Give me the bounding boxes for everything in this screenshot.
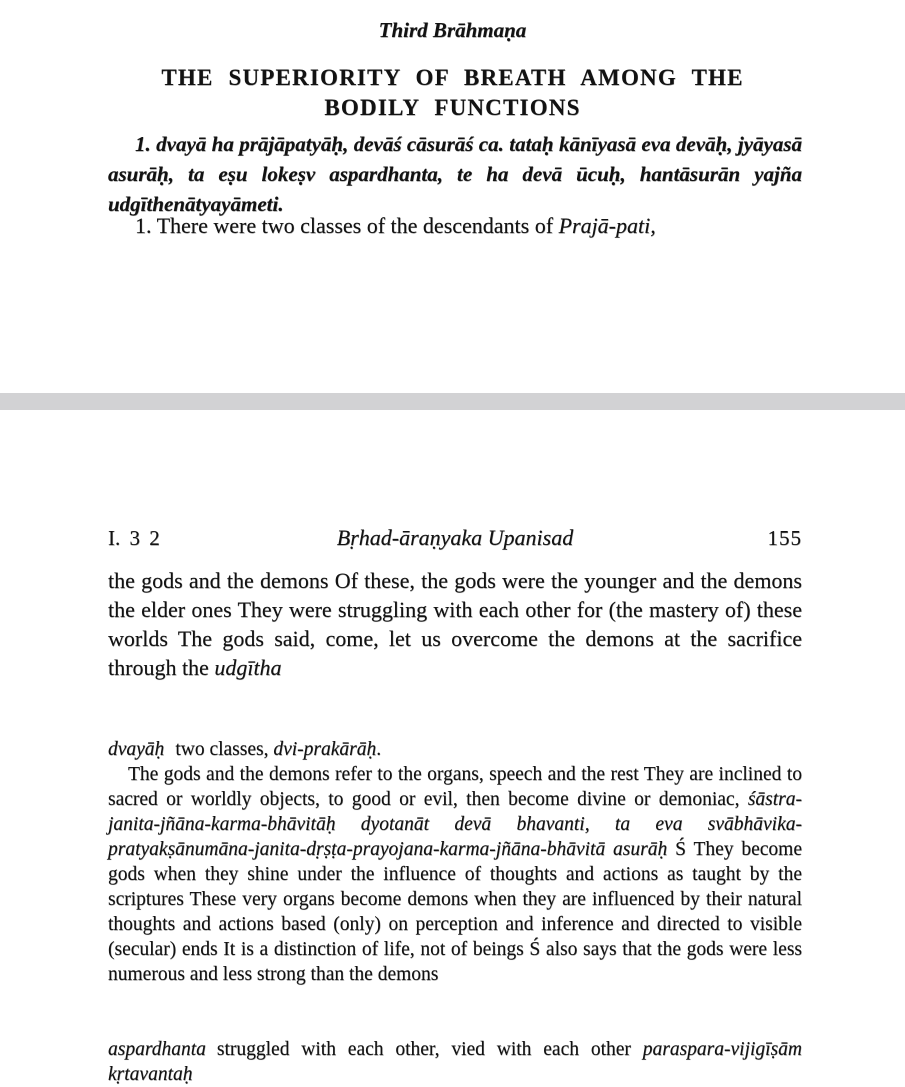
translation-opening-text: 1. There were two classes of the descendants of (135, 213, 559, 238)
section-title-line2: BODILY FUNCTIONS (324, 95, 581, 120)
commentary-sanskrit-quote: śāstra-janita-jñāna-karma-bhāvitāḥ dyotanāt devā bhavanti, ta eva svābhāvika-pratyakṣānumāna-janita-dṛṣṭa-prayojana-karma-jñāna-bhāvitā asurāḥ (108, 789, 802, 860)
gloss-dvayah-sanskrit: dvi-prakārāḥ (273, 739, 377, 760)
gloss-aspardhanta (108, 1037, 802, 1087)
gloss-dvayah-word: dvayāḥ (108, 739, 165, 760)
running-header (108, 525, 802, 551)
commentary-text-2: Ś They become gods when they shine under the influence of thoughts and actions as taught by the scriptures These very organs become demons when they are influenced by their natural thoughts and actions based (only) on perception and inference and directed to visible (secular) ends It is a distinction of life, not of beings Ś also says that the gods were less numerous and less strong than the demons (108, 839, 802, 985)
gloss-dvayah-meaning: two classes, (175, 739, 274, 760)
translation-opening (108, 211, 802, 240)
gloss-dvayah (108, 737, 802, 762)
section-title (0, 63, 905, 123)
commentary-paragraph (108, 762, 802, 987)
gloss-aspardhanta-word: aspardhanta (108, 1039, 206, 1060)
page-number: 155 (767, 526, 802, 550)
term-udgitha: udgītha (214, 655, 282, 680)
page-separator (0, 393, 905, 410)
translation-continued-text: the gods and the demons Of these, the gods were the younger and the demons the elder ones They were struggling with each other for (the mastery of) these worlds The gods said, come, let us overcome the demons at the sacrifice through the (108, 568, 802, 680)
proper-noun-prajapati: Prajā-pati, (558, 213, 656, 238)
gloss-aspardhanta-meaning: struggled with each other, vied with each other (216, 1039, 643, 1060)
gloss-aspardhanta-sanskrit: paraspara-vijigīṣām kṛtavantaḥ (108, 1039, 802, 1085)
verse-reference: I. 3 2 (108, 526, 160, 550)
chapter-heading: Third Brāhmaṇa (378, 18, 527, 42)
commentary-text-1: The gods and the demons refer to the organs, speech and the rest They are inclined to sacred or worldly objects, to good or evil, then become divine or demoniac, (108, 764, 802, 810)
section-title-line1: THE SUPERIORITY OF BREATH AMONG THE (161, 65, 744, 90)
sanskrit-verse: 1. dvayā ha prājāpatyāḥ, devāś cāsurāś ca. tataḥ kānīyasā eva devāḥ, jyāyasā asurāḥ, ta eṣu lokeṣv aspardhanta, te ha devā ūcuḥ, hantāsurān yajña udgīthenātyayāmeti. (108, 132, 802, 216)
gloss-dvayah-period: . (376, 739, 382, 760)
book-title: Bṛhad-āraṇyaka Upanisad (336, 525, 574, 550)
translation-continued (108, 566, 802, 682)
